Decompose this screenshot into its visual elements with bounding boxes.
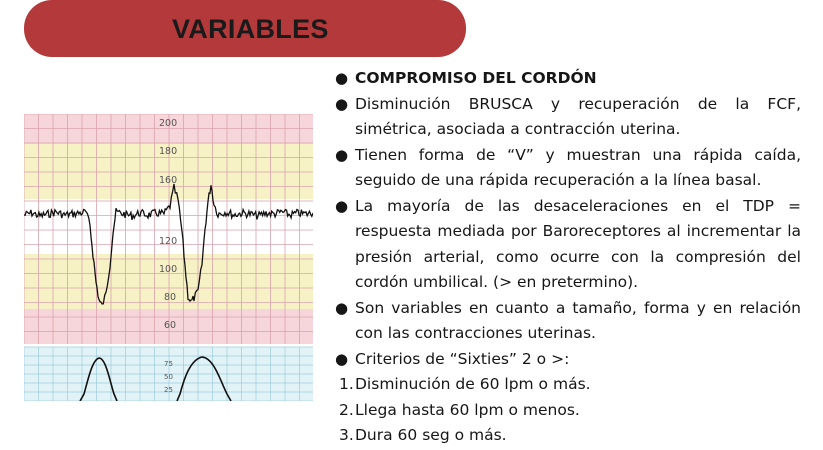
item-text: Disminución de 60 lpm o más.	[355, 375, 591, 393]
slide-title: VARIABLES	[172, 14, 329, 44]
fhr-axis-label: 180	[159, 146, 178, 157]
heading-text: COMPROMISO DEL CORDÓN	[355, 69, 597, 87]
bullet-item	[333, 143, 801, 194]
numbered-item	[333, 423, 801, 449]
bullet-text: Tienen forma de “V” y muestran una rápida caída, seguido de una rápida recuperación a la línea basal.	[355, 145, 801, 189]
uc-axis-labels	[164, 360, 173, 394]
uc-axis-label: 25	[164, 386, 173, 394]
bullet-dot: ●	[335, 349, 349, 368]
bullet-item	[333, 194, 801, 296]
bullet-dot: ●	[335, 298, 349, 317]
bullet-text: Son variables en cuanto a tamaño, forma y en relación con las contracciones uterinas.	[355, 298, 801, 342]
item-number: 2.	[339, 400, 354, 419]
uc-axis-label: 50	[164, 373, 173, 381]
bullet-item	[333, 296, 801, 347]
fhr-axis-label: 60	[164, 320, 177, 331]
fhr-axis-label: 160	[159, 175, 178, 186]
bullet-dot: ●	[335, 94, 349, 113]
bullet-dot: ●	[335, 196, 349, 215]
bullet-text: Disminución BRUSCA y recuperación de la FCF, simétrica, asociada a contracción uterina.	[355, 94, 801, 138]
fhr-axis-label: 120	[159, 236, 178, 247]
numbered-item	[333, 398, 801, 424]
item-text: Llega hasta 60 lpm o menos.	[355, 400, 580, 419]
item-text: Dura 60 seg o más.	[355, 426, 507, 444]
bullet-dot: ●	[335, 145, 349, 164]
bullet-heading	[333, 66, 801, 92]
uc-axis-label: 75	[164, 360, 173, 368]
fhr-axis-label: 200	[159, 118, 178, 129]
bullet-item	[333, 92, 801, 143]
ctg-figure	[24, 114, 313, 401]
item-number: 1.	[339, 375, 354, 393]
bullet-text: Criterios de “Sixties” 2 o >:	[355, 349, 570, 368]
bullet-text: La mayoría de las desaceleraciones en el TDP = respuesta mediada por Baroreceptores al incrementar la presión arterial, como ocurre con la compresión del cordón umbilical. (> en pretermino).	[355, 196, 801, 291]
bullet-item	[333, 347, 801, 373]
content-text	[333, 66, 801, 449]
fhr-axis-label: 100	[159, 264, 178, 275]
numbered-item	[333, 372, 801, 398]
fhr-axis-label: 80	[164, 292, 177, 303]
item-number: 3.	[339, 426, 354, 444]
bullet-dot: ●	[335, 69, 349, 87]
